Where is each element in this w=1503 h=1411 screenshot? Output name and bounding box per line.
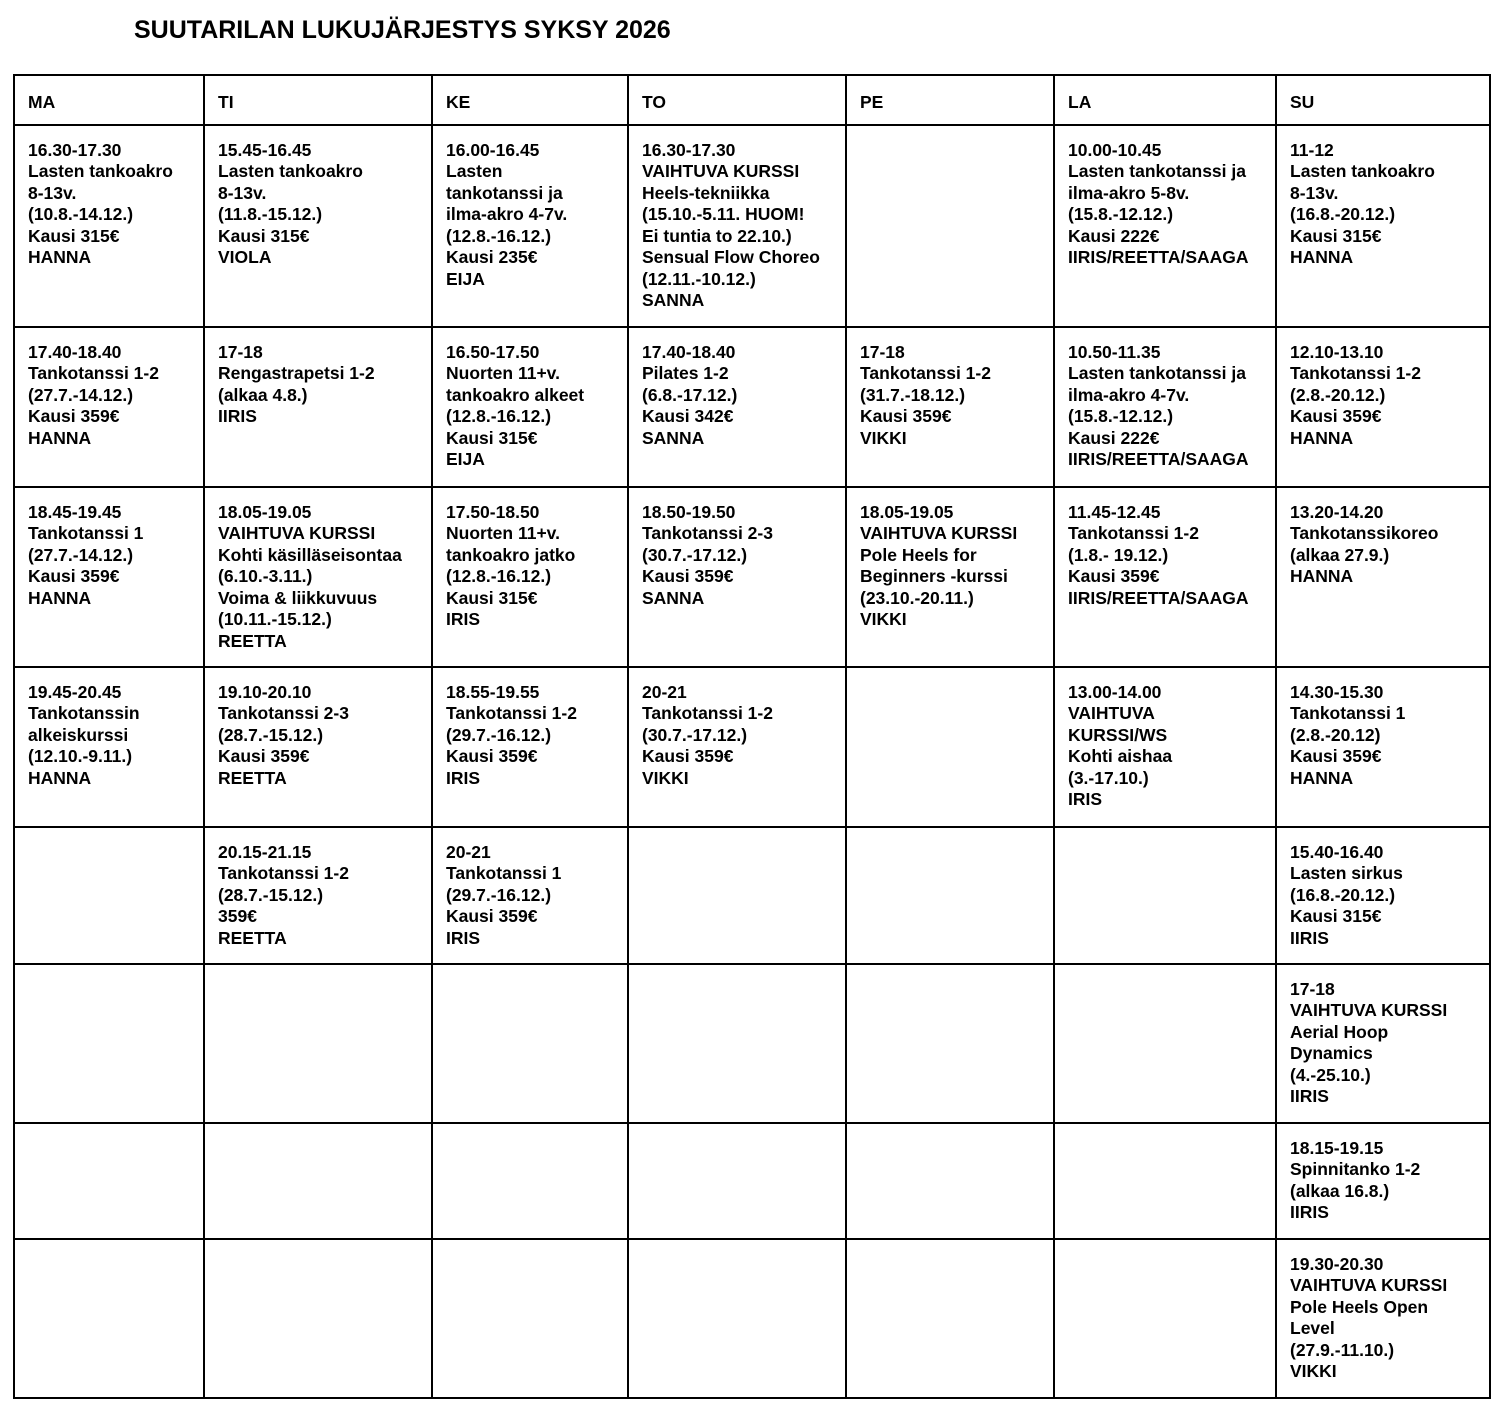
- class-detail-line: IRIS: [446, 767, 481, 788]
- class-detail-line: IRIS: [446, 609, 481, 629]
- class-detail-line: Lasten sirkus: [1290, 863, 1403, 883]
- class-cell-to: [628, 327, 846, 487]
- class-cell-to: [628, 667, 846, 827]
- class-cell-la: [1054, 327, 1276, 487]
- class-detail-line: IIRIS: [1290, 927, 1329, 948]
- class-detail-line: VAIHTUVA KURSSI: [1290, 1275, 1448, 1295]
- class-time: 16.50-17.50: [446, 341, 540, 362]
- schedule-row: [14, 964, 1490, 1123]
- class-detail-line: (27.7.-14.12.): [28, 544, 134, 565]
- class-time: 17.50-18.50: [446, 501, 540, 522]
- class-time: 15.40-16.40: [1290, 841, 1384, 862]
- class-detail-line: Tankotanssi 1-2: [28, 363, 159, 383]
- class-detail-line: Lasten tankoakro: [1290, 161, 1435, 181]
- empty-cell: [14, 1123, 204, 1239]
- class-time: 13.00-14.00: [1068, 681, 1162, 702]
- class-detail-line: Lasten: [446, 161, 503, 181]
- class-detail-line: ilma-akro 5-8v.: [1068, 182, 1190, 203]
- class-detail-line: Tankotanssi 2-3: [218, 703, 349, 723]
- empty-cell: [628, 1123, 846, 1239]
- class-cell-ke: [432, 827, 628, 964]
- class-detail-line: tankotanssi ja: [446, 182, 563, 203]
- class-detail-line: Tankotanssi 1: [446, 863, 562, 883]
- class-detail-line: VAIHTUVA KURSSI: [218, 523, 376, 543]
- class-cell-ke: [432, 667, 628, 827]
- class-detail-line: (alkaa 4.8.): [218, 384, 308, 405]
- class-detail-line: Kausi 359€: [28, 566, 120, 586]
- class-detail-line: HANNA: [1290, 247, 1354, 267]
- class-time: 17-18: [218, 341, 263, 362]
- class-detail-line: Sensual Flow Choreo: [642, 247, 820, 267]
- class-detail-line: (15.8.-12.12.): [1068, 406, 1174, 426]
- class-detail-line: KURSSI/WS: [1068, 724, 1168, 745]
- class-cell-ti: [204, 667, 432, 827]
- class-detail-line: VAIHTUVA KURSSI: [860, 523, 1018, 543]
- class-time: 13.20-14.20: [1290, 501, 1384, 522]
- schedule-row: [14, 327, 1490, 487]
- class-detail-line: IRIS: [1068, 789, 1103, 809]
- class-detail-line: (6.8.-17.12.): [642, 384, 738, 405]
- class-detail-line: Heels-tekniikka: [642, 182, 770, 203]
- class-cell-la: [1054, 125, 1276, 327]
- class-detail-line: VAIHTUVA: [1068, 703, 1155, 723]
- class-detail-line: HANNA: [1290, 566, 1354, 586]
- empty-cell: [432, 964, 628, 1123]
- class-cell-su: [1276, 1123, 1490, 1239]
- class-detail-line: SANNA: [642, 587, 705, 608]
- class-cell-ti: [204, 827, 432, 964]
- class-detail-line: Tankotanssi 1-2: [860, 363, 991, 383]
- class-detail-line: Kausi 359€: [860, 406, 952, 426]
- class-detail-line: Lasten tankoakro: [218, 161, 363, 181]
- class-detail-line: Kausi 222€: [1068, 225, 1160, 246]
- schedule-row: [14, 1239, 1490, 1398]
- class-time: 10.00-10.45: [1068, 139, 1162, 160]
- empty-cell: [1054, 1123, 1276, 1239]
- class-time: 16.30-17.30: [642, 139, 736, 160]
- class-detail-line: (1.8.- 19.12.): [1068, 544, 1169, 565]
- class-detail-line: Tankotanssi 2-3: [642, 523, 773, 543]
- class-detail-line: Tankotanssi 1-2: [218, 863, 349, 883]
- class-detail-line: Kausi 359€: [446, 906, 538, 926]
- class-detail-line: (alkaa 16.8.): [1290, 1180, 1390, 1201]
- class-detail-line: Tankotanssi 1-2: [1068, 523, 1199, 543]
- class-detail-line: (15.8.-12.12.): [1068, 204, 1174, 224]
- class-cell-ma: [14, 125, 204, 327]
- empty-cell: [1054, 827, 1276, 964]
- class-cell-su: [1276, 827, 1490, 964]
- schedule-row: [14, 487, 1490, 667]
- day-header-su: SU: [1276, 75, 1490, 125]
- class-time: 18.55-19.55: [446, 681, 540, 702]
- class-detail-line: Lasten tankotanssi ja: [1068, 363, 1246, 383]
- class-detail-line: VIOLA: [218, 247, 272, 267]
- class-detail-line: Kausi 342€: [642, 406, 734, 426]
- class-detail-line: (31.7.-18.12.): [860, 384, 966, 405]
- class-detail-line: Level: [1290, 1318, 1335, 1338]
- class-detail-line: (11.8.-15.12.): [218, 204, 323, 224]
- class-detail-line: Beginners -kurssi: [860, 566, 1008, 586]
- class-time: 11-12: [1290, 139, 1334, 160]
- class-detail-line: (12.11.-10.12.): [642, 268, 756, 289]
- class-time: 20-21: [642, 681, 687, 702]
- class-detail-line: (10.11.-15.12.): [218, 609, 332, 629]
- class-detail-line: VIKKI: [642, 767, 689, 788]
- empty-cell: [14, 964, 204, 1123]
- class-detail-line: 8-13v.: [218, 182, 267, 203]
- class-detail-line: Kausi 359€: [446, 746, 538, 766]
- class-detail-line: IRIS: [446, 927, 481, 948]
- class-detail-line: alkeiskurssi: [28, 724, 129, 745]
- class-detail-line: Kausi 359€: [218, 746, 310, 766]
- class-cell-pe: [846, 327, 1054, 487]
- class-detail-line: (2.8.-20.12): [1290, 724, 1381, 745]
- class-detail-line: Tankotanssikoreo: [1290, 523, 1439, 543]
- day-header-la: LA: [1054, 75, 1276, 125]
- page-title: SUUTARILAN LUKUJÄRJESTYS SYKSY 2026: [134, 16, 671, 44]
- class-cell-ke: [432, 327, 628, 487]
- class-detail-line: VIKKI: [860, 609, 907, 629]
- class-detail-line: VIKKI: [1290, 1361, 1337, 1381]
- class-cell-ma: [14, 667, 204, 827]
- empty-cell: [846, 667, 1054, 827]
- day-header-ti: TI: [204, 75, 432, 125]
- empty-cell: [846, 964, 1054, 1123]
- class-detail-line: ilma-akro 4-7v.: [1068, 384, 1190, 405]
- class-detail-line: Voima & liikkuvuus: [218, 587, 378, 608]
- class-detail-line: Kausi 222€: [1068, 427, 1160, 448]
- class-detail-line: IIRIS/REETTA/SAAGA: [1068, 247, 1249, 267]
- class-detail-line: Nuorten 11+v.: [446, 363, 560, 383]
- empty-cell: [204, 1239, 432, 1398]
- class-detail-line: (30.7.-17.12.): [642, 724, 748, 745]
- class-detail-line: IIRIS/REETTA/SAAGA: [1068, 587, 1249, 608]
- class-detail-line: Kausi 235€: [446, 247, 538, 267]
- class-time: 18.05-19.05: [218, 501, 312, 522]
- empty-cell: [628, 1239, 846, 1398]
- class-detail-line: (16.8.-20.12.): [1290, 884, 1396, 905]
- class-detail-line: Dynamics: [1290, 1043, 1373, 1063]
- class-cell-su: [1276, 327, 1490, 487]
- class-cell-ma: [14, 327, 204, 487]
- class-detail-line: VIKKI: [860, 427, 907, 448]
- class-detail-line: tankoakro jatko: [446, 544, 576, 565]
- class-detail-line: REETTA: [218, 630, 287, 651]
- class-detail-line: Kausi 359€: [642, 566, 734, 586]
- class-cell-su: [1276, 125, 1490, 327]
- day-header-to: TO: [628, 75, 846, 125]
- class-detail-line: Kausi 359€: [1068, 566, 1160, 586]
- class-detail-line: Kausi 359€: [642, 746, 734, 766]
- class-cell-ke: [432, 125, 628, 327]
- class-detail-line: ilma-akro 4-7v.: [446, 204, 568, 224]
- class-detail-line: (alkaa 27.9.): [1290, 544, 1390, 565]
- class-detail-line: Lasten tankoakro: [28, 161, 173, 181]
- class-detail-line: VAIHTUVA KURSSI: [1290, 1000, 1448, 1020]
- class-detail-line: SANNA: [642, 290, 705, 310]
- class-detail-line: Kausi 359€: [1290, 406, 1382, 426]
- empty-cell: [846, 1123, 1054, 1239]
- empty-cell: [204, 1123, 432, 1239]
- class-detail-line: Kausi 315€: [28, 225, 120, 246]
- class-detail-line: Tankotanssin: [28, 703, 140, 723]
- class-detail-line: (29.7.-16.12.): [446, 884, 552, 905]
- class-cell-pe: [846, 487, 1054, 667]
- class-detail-line: (28.7.-15.12.): [218, 724, 324, 745]
- class-time: 17-18: [1290, 978, 1335, 999]
- class-cell-ti: [204, 487, 432, 667]
- day-header-ke: KE: [432, 75, 628, 125]
- class-time: 18.45-19.45: [28, 501, 122, 522]
- empty-cell: [846, 827, 1054, 964]
- class-time: 18.50-19.50: [642, 501, 736, 522]
- class-detail-line: Tankotanssi 1: [28, 523, 144, 543]
- class-detail-line: Ei tuntia to 22.10.): [642, 225, 792, 246]
- class-detail-line: Kausi 315€: [218, 225, 310, 246]
- class-detail-line: (23.10.-20.11.): [860, 587, 974, 608]
- class-detail-line: Kohti käsilläseisontaa: [218, 544, 402, 565]
- class-cell-la: [1054, 667, 1276, 827]
- class-time: 11.45-12.45: [1068, 501, 1161, 522]
- class-detail-line: Kohti aishaa: [1068, 746, 1173, 766]
- class-detail-line: IIRIS: [1290, 1202, 1329, 1222]
- empty-cell: [14, 1239, 204, 1398]
- class-detail-line: (27.7.-14.12.): [28, 384, 134, 405]
- class-detail-line: (2.8.-20.12.): [1290, 384, 1386, 405]
- schedule-table: [13, 74, 1491, 1399]
- class-detail-line: Pole Heels Open: [1290, 1296, 1429, 1317]
- class-cell-su: [1276, 487, 1490, 667]
- class-time: 17.40-18.40: [642, 341, 736, 362]
- class-detail-line: 359€: [218, 906, 257, 926]
- class-detail-line: SANNA: [642, 427, 705, 448]
- class-detail-line: Tankotanssi 1-2: [642, 703, 773, 723]
- class-detail-line: Kausi 359€: [28, 406, 120, 426]
- empty-cell: [846, 1239, 1054, 1398]
- class-detail-line: (28.7.-15.12.): [218, 884, 324, 905]
- empty-cell: [432, 1239, 628, 1398]
- class-cell-su: [1276, 964, 1490, 1123]
- class-detail-line: tankoakro alkeet: [446, 384, 585, 405]
- class-detail-line: Lasten tankotanssi ja: [1068, 161, 1246, 181]
- class-detail-line: VAIHTUVA KURSSI: [642, 161, 800, 181]
- class-detail-line: (27.9.-11.10.): [1290, 1339, 1395, 1360]
- empty-cell: [14, 827, 204, 964]
- empty-cell: [1054, 1239, 1276, 1398]
- class-cell-ke: [432, 487, 628, 667]
- class-detail-line: Nuorten 11+v.: [446, 523, 560, 543]
- class-detail-line: HANNA: [1290, 427, 1354, 448]
- class-time: 14.30-15.30: [1290, 681, 1384, 702]
- class-detail-line: Spinnitanko 1-2: [1290, 1159, 1421, 1179]
- class-detail-line: Tankotanssi 1-2: [446, 703, 577, 723]
- class-detail-line: Aerial Hoop: [1290, 1021, 1389, 1042]
- class-time: 17-18: [860, 341, 905, 362]
- schedule-row: [14, 827, 1490, 964]
- class-cell-to: [628, 487, 846, 667]
- class-detail-line: (12.8.-16.12.): [446, 406, 552, 426]
- empty-cell: [1054, 964, 1276, 1123]
- day-header-row: [14, 75, 1490, 125]
- class-time: 12.10-13.10: [1290, 341, 1384, 362]
- class-time: 19.30-20.30: [1290, 1253, 1384, 1274]
- class-time: 16.00-16.45: [446, 139, 540, 160]
- class-time: 19.45-20.45: [28, 681, 122, 702]
- schedule-row: [14, 1123, 1490, 1239]
- class-time: 18.15-19.15: [1290, 1137, 1384, 1158]
- class-detail-line: HANNA: [28, 247, 92, 267]
- empty-cell: [846, 125, 1054, 327]
- class-cell-to: [628, 125, 846, 327]
- class-detail-line: EIJA: [446, 268, 485, 289]
- schedule-row: [14, 125, 1490, 327]
- class-detail-line: Rengastrapetsi 1-2: [218, 363, 375, 383]
- class-cell-su: [1276, 1239, 1490, 1398]
- class-detail-line: REETTA: [218, 767, 287, 788]
- class-detail-line: (3.-17.10.): [1068, 767, 1149, 788]
- schedule-row: [14, 667, 1490, 827]
- class-cell-su: [1276, 667, 1490, 827]
- class-detail-line: (16.8.-20.12.): [1290, 204, 1396, 224]
- class-detail-line: REETTA: [218, 927, 287, 948]
- class-detail-line: HANNA: [1290, 767, 1354, 788]
- class-detail-line: 8-13v.: [1290, 182, 1339, 203]
- class-detail-line: (15.10.-5.11. HUOM!: [642, 204, 805, 224]
- class-detail-line: (29.7.-16.12.): [446, 724, 552, 745]
- class-time: 20-21: [446, 841, 491, 862]
- class-detail-line: (12.10.-9.11.): [28, 746, 133, 766]
- class-detail-line: (12.8.-16.12.): [446, 225, 552, 246]
- class-time: 17.40-18.40: [28, 341, 122, 362]
- class-detail-line: Tankotanssi 1: [1290, 703, 1406, 723]
- class-cell-ti: [204, 327, 432, 487]
- class-detail-line: (30.7.-17.12.): [642, 544, 748, 565]
- class-time: 20.15-21.15: [218, 841, 312, 862]
- class-detail-line: Kausi 359€: [1290, 746, 1382, 766]
- class-time: 16.30-17.30: [28, 139, 122, 160]
- empty-cell: [628, 827, 846, 964]
- day-header-ma: MA: [14, 75, 204, 125]
- class-detail-line: IIRIS/REETTA/SAAGA: [1068, 449, 1249, 469]
- class-detail-line: Kausi 315€: [1290, 906, 1382, 926]
- class-detail-line: (4.-25.10.): [1290, 1064, 1371, 1085]
- empty-cell: [204, 964, 432, 1123]
- class-detail-line: Pilates 1-2: [642, 363, 729, 383]
- class-time: 15.45-16.45: [218, 139, 312, 160]
- class-cell-la: [1054, 487, 1276, 667]
- class-detail-line: Pole Heels for: [860, 544, 977, 565]
- day-header-pe: PE: [846, 75, 1054, 125]
- class-detail-line: Kausi 315€: [446, 587, 538, 608]
- class-cell-ma: [14, 487, 204, 667]
- class-detail-line: 8-13v.: [28, 182, 77, 203]
- class-detail-line: (12.8.-16.12.): [446, 566, 552, 586]
- class-time: 19.10-20.10: [218, 681, 312, 702]
- class-time: 18.05-19.05: [860, 501, 954, 522]
- class-detail-line: HANNA: [28, 427, 92, 448]
- class-detail-line: HANNA: [28, 587, 92, 608]
- class-detail-line: Kausi 315€: [1290, 225, 1382, 246]
- class-detail-line: Tankotanssi 1-2: [1290, 363, 1421, 383]
- class-detail-line: IIRIS: [218, 406, 257, 426]
- class-detail-line: IIRIS: [1290, 1086, 1329, 1106]
- class-detail-line: Kausi 315€: [446, 427, 538, 448]
- class-detail-line: (10.8.-14.12.): [28, 204, 134, 224]
- empty-cell: [432, 1123, 628, 1239]
- class-detail-line: HANNA: [28, 767, 92, 788]
- class-detail-line: (6.10.-3.11.): [218, 566, 313, 586]
- class-cell-ti: [204, 125, 432, 327]
- class-detail-line: EIJA: [446, 449, 485, 469]
- class-time: 10.50-11.35: [1068, 341, 1161, 362]
- empty-cell: [628, 964, 846, 1123]
